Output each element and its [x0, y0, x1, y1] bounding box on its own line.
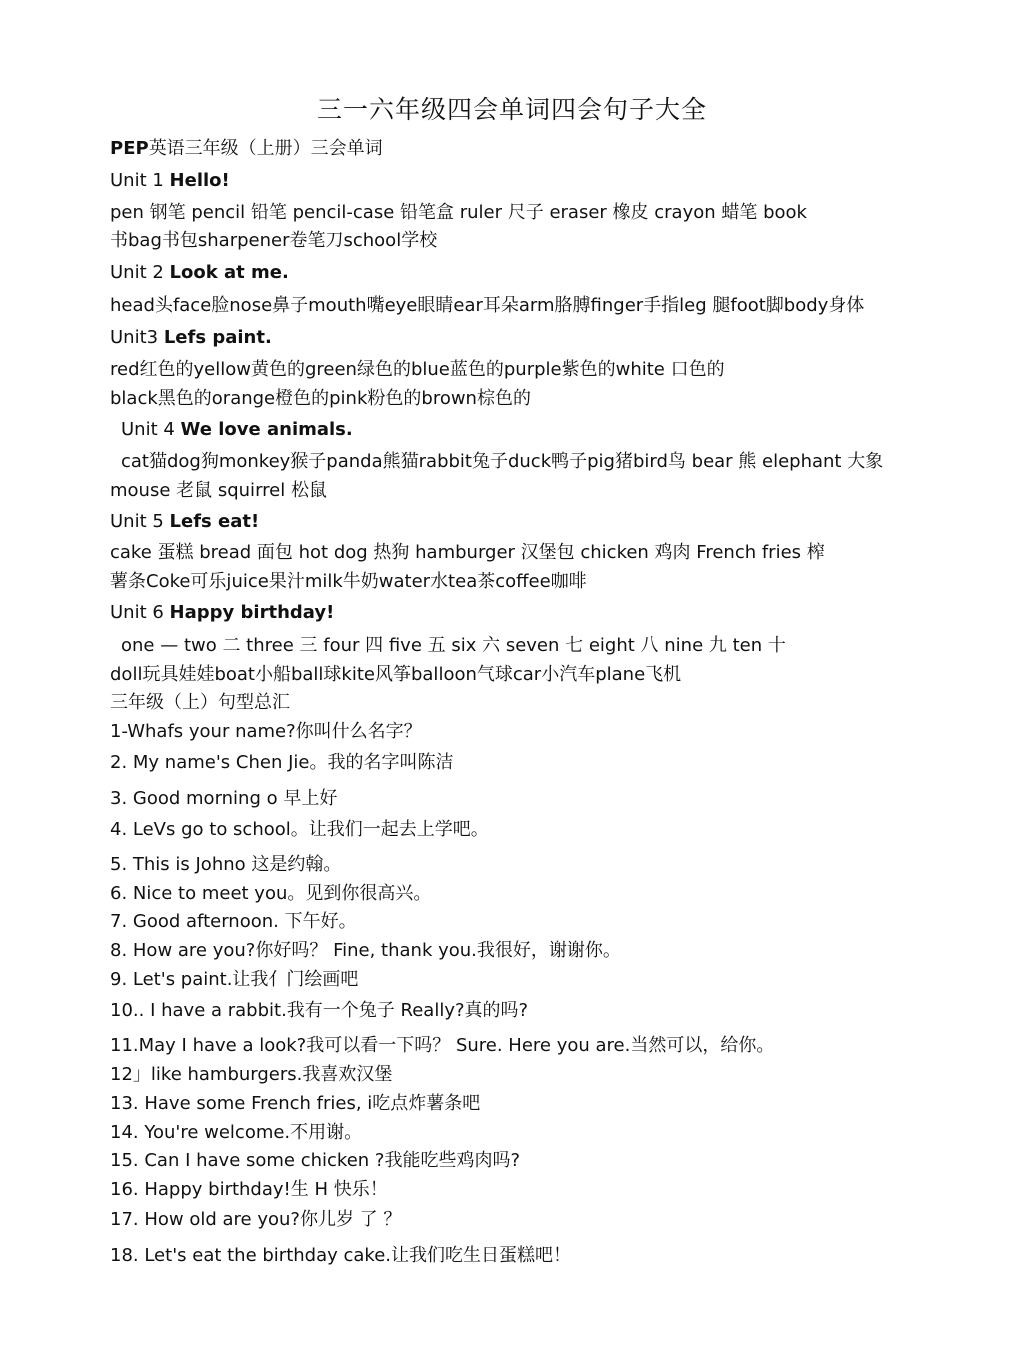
unit-number: Unit3 [110, 327, 164, 348]
sentence-line: 13. Have some French fries, i吃点炸薯条吧 [110, 1093, 481, 1114]
vocab-line: 薯条Coke可乐juice果汁milk牛奶water水tea茶coffee咖啡 [110, 571, 587, 592]
sentence-line: 18. Let's eat the birthday cake.让我们吃生日蛋糕吧！ [110, 1245, 572, 1266]
sentence-line: 6. Nice to meet you。见到你很高兴。 [110, 883, 432, 904]
section-heading: 三年级（上）句型总汇 [110, 692, 290, 713]
unit-heading [110, 261, 289, 285]
unit-heading [110, 510, 259, 534]
unit-heading [110, 326, 272, 350]
unit-title: Hello! [169, 170, 230, 191]
unit-number: Unit 6 [110, 602, 170, 623]
unit-heading [110, 601, 334, 625]
unit-number: Unit 4 [121, 419, 181, 440]
vocab-line: cat猫dog狗monkey猴子panda熊猫rabbit兔子duck鸭子pig猪bird鸟 bear 熊 elephant 大象 [121, 451, 884, 472]
unit-title: Happy birthday! [169, 602, 335, 623]
sentence-line: 17. How old are you?你儿岁 了 ？ [110, 1209, 402, 1230]
unit-number: Unit 2 [110, 262, 170, 283]
sentence-line: 3. Good morning o 早上好 [110, 788, 338, 809]
sentence-line: 8. How are you?你好吗？ Fine, thank you.我很好，谢谢你。 [110, 940, 621, 961]
unit-heading [110, 169, 230, 193]
vocab-line: pen 钢笔 pencil 铅笔 pencil-case 铅笔盒 ruler 尺子 eraser 橡皮 crayon 蜡笔 book [110, 202, 807, 223]
sentence-line: 7. Good afternoon. 下午好。 [110, 911, 357, 932]
sentence-line: 15. Can I have some chicken ?我能吃些鸡肉吗? [110, 1150, 521, 1171]
sentence-line: 1-Whafs your name?你叫什么名字？ [110, 721, 422, 742]
heading-text: 英语三年级（上册）三会单词 [148, 138, 383, 159]
heading-bold-text: PEP [110, 138, 149, 159]
vocab-line: head头face脸nose鼻子mouth嘴eye眼睛ear耳朵arm胳膊finger手指leg 腿foot脚body身体 [110, 295, 865, 316]
sentence-line: 5. This is Johno 这是约翰。 [110, 854, 342, 875]
unit-title: We love animals. [180, 419, 353, 440]
vocab-line: cake 蛋糕 bread 面包 hot dog 热狗 hamburger 汉堡包 chicken 鸡肉 French fries 榨 [110, 542, 825, 563]
unit-title: Look at me. [169, 262, 289, 283]
sentence-line: 2. My name's Chen Jie。我的名字叫陈洁 [110, 752, 454, 773]
sentence-line: 9. Let's paint.让我亻门绘画吧 [110, 969, 359, 990]
vocab-line: black黑色的orange橙色的pink粉色的brown棕色的 [110, 388, 531, 409]
sentence-line: 10.. I have a rabbit.我有一个兔子 Really?真的吗? [110, 1000, 529, 1021]
vocab-line: one — two 二 three 三 four 四 five 五 six 六 seven 七 eight 八 nine 九 ten 十 [121, 635, 786, 656]
vocab-line: mouse 老鼠 squirrel 松鼠 [110, 480, 327, 501]
vocab-line: doll玩具娃娃boat小船ball球kite风筝balloon气球car小汽车plane飞机 [110, 664, 682, 685]
unit-heading [121, 418, 353, 442]
sentence-line: 11.May I have a look?我可以看一下吗？ Sure. Here you are.当然可以，给你。 [110, 1035, 775, 1056]
section-heading [110, 137, 383, 161]
sentence-line: 4. LeVs go to school。让我们一起去上学吧。 [110, 819, 489, 840]
sentence-line: 16. Happy birthday!生 H 快乐！ [110, 1179, 388, 1200]
vocab-line: red红色的yellow黄色的green绿色的blue蓝色的purple紫色的white 口色的 [110, 359, 725, 380]
vocab-line: 书bag书包sharpener卷笔刀school学校 [110, 230, 438, 251]
unit-title: Lefs paint. [163, 327, 272, 348]
sentence-line: 14. You're welcome.不用谢。 [110, 1122, 363, 1143]
unit-title: Lefs eat! [169, 511, 260, 532]
sentence-line: 12」like hamburgers.我喜欢汉堡 [110, 1064, 393, 1085]
unit-number: Unit 1 [110, 170, 170, 191]
page-title: 三一六年级四会单词四会句子大全 [316, 95, 707, 124]
unit-number: Unit 5 [110, 511, 170, 532]
